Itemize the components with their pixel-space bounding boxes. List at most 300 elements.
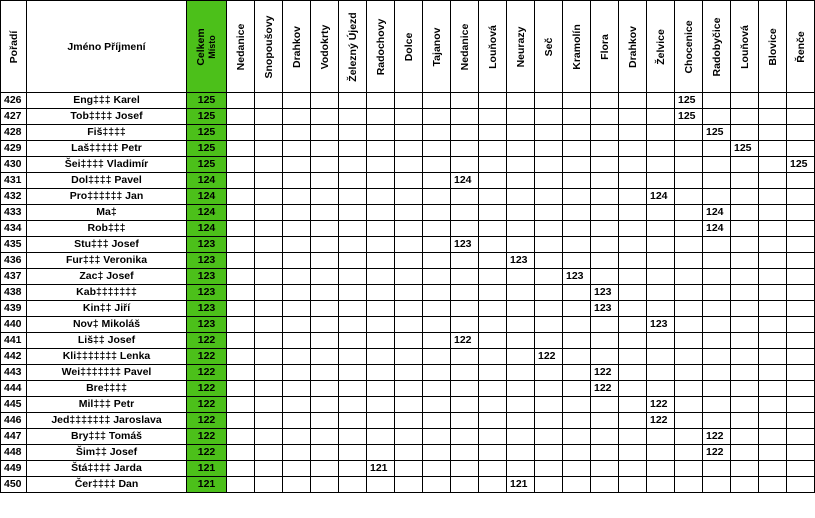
empty-cell	[591, 429, 619, 445]
header-rank-label: Pořadí	[7, 30, 20, 63]
rank-cell: 435	[1, 237, 27, 253]
empty-cell	[479, 173, 507, 189]
empty-cell	[731, 445, 759, 461]
empty-cell	[283, 381, 311, 397]
empty-cell	[367, 397, 395, 413]
empty-cell	[507, 333, 535, 349]
total-cell: 123	[187, 285, 227, 301]
empty-cell	[647, 301, 675, 317]
empty-cell	[423, 125, 451, 141]
header-celkem: Celkem	[194, 27, 207, 66]
empty-cell	[647, 141, 675, 157]
empty-cell	[731, 461, 759, 477]
empty-cell	[647, 445, 675, 461]
empty-cell	[619, 221, 647, 237]
empty-cell	[507, 413, 535, 429]
empty-cell	[451, 285, 479, 301]
empty-cell	[507, 269, 535, 285]
empty-cell	[647, 125, 675, 141]
empty-cell	[591, 205, 619, 221]
empty-cell	[647, 269, 675, 285]
table-row	[1, 365, 815, 381]
empty-cell	[395, 205, 423, 221]
name-cell: Laš‡‡‡‡‡ Petr	[27, 141, 187, 157]
empty-cell	[563, 317, 591, 333]
empty-cell	[619, 285, 647, 301]
empty-cell	[255, 173, 283, 189]
score-cell: 122	[451, 333, 479, 349]
empty-cell	[591, 189, 619, 205]
empty-cell	[675, 205, 703, 221]
name-cell: Wei‡‡‡‡‡‡‡ Pavel	[27, 365, 187, 381]
empty-cell	[563, 285, 591, 301]
empty-cell	[367, 413, 395, 429]
empty-cell	[563, 477, 591, 493]
empty-cell	[451, 157, 479, 173]
empty-cell	[619, 397, 647, 413]
empty-cell	[787, 285, 815, 301]
empty-cell	[283, 189, 311, 205]
empty-cell	[535, 157, 563, 173]
empty-cell	[423, 397, 451, 413]
header-venue-label: Seč	[542, 37, 555, 56]
rank-cell: 439	[1, 301, 27, 317]
empty-cell	[535, 333, 563, 349]
header-venue-label: Radochovy	[374, 18, 387, 75]
empty-cell	[227, 477, 255, 493]
empty-cell	[619, 445, 647, 461]
empty-cell	[339, 397, 367, 413]
empty-cell	[563, 157, 591, 173]
empty-cell	[731, 237, 759, 253]
empty-cell	[311, 205, 339, 221]
table-row	[1, 397, 815, 413]
empty-cell	[423, 205, 451, 221]
empty-cell	[619, 157, 647, 173]
empty-cell	[339, 141, 367, 157]
empty-cell	[703, 365, 731, 381]
header-venue	[759, 1, 787, 93]
table-body	[1, 93, 815, 493]
empty-cell	[451, 205, 479, 221]
empty-cell	[591, 477, 619, 493]
empty-cell	[535, 173, 563, 189]
empty-cell	[535, 285, 563, 301]
empty-cell	[339, 285, 367, 301]
empty-cell	[731, 253, 759, 269]
empty-cell	[703, 253, 731, 269]
empty-cell	[423, 285, 451, 301]
empty-cell	[451, 397, 479, 413]
total-cell: 122	[187, 365, 227, 381]
empty-cell	[451, 381, 479, 397]
score-cell: 124	[703, 205, 731, 221]
empty-cell	[255, 413, 283, 429]
empty-cell	[563, 125, 591, 141]
score-cell: 123	[647, 317, 675, 333]
empty-cell	[283, 173, 311, 189]
empty-cell	[227, 301, 255, 317]
empty-cell	[647, 93, 675, 109]
empty-cell	[367, 253, 395, 269]
name-cell: Šei‡‡‡‡ Vladimír	[27, 157, 187, 173]
total-cell: 122	[187, 397, 227, 413]
empty-cell	[619, 269, 647, 285]
empty-cell	[563, 141, 591, 157]
empty-cell	[227, 269, 255, 285]
rank-cell: 436	[1, 253, 27, 269]
empty-cell	[367, 333, 395, 349]
empty-cell	[535, 221, 563, 237]
empty-cell	[227, 253, 255, 269]
empty-cell	[339, 461, 367, 477]
score-cell: 123	[563, 269, 591, 285]
empty-cell	[703, 157, 731, 173]
empty-cell	[227, 317, 255, 333]
empty-cell	[703, 237, 731, 253]
empty-cell	[255, 93, 283, 109]
empty-cell	[675, 429, 703, 445]
empty-cell	[395, 173, 423, 189]
name-cell: Čer‡‡‡‡ Dan	[27, 477, 187, 493]
empty-cell	[759, 189, 787, 205]
empty-cell	[759, 445, 787, 461]
empty-cell	[759, 157, 787, 173]
empty-cell	[227, 365, 255, 381]
empty-cell	[227, 413, 255, 429]
empty-cell	[255, 109, 283, 125]
empty-cell	[647, 173, 675, 189]
table-row	[1, 429, 815, 445]
total-cell: 125	[187, 141, 227, 157]
empty-cell	[451, 109, 479, 125]
name-cell: Mil‡‡‡ Petr	[27, 397, 187, 413]
empty-cell	[451, 253, 479, 269]
empty-cell	[311, 93, 339, 109]
empty-cell	[227, 125, 255, 141]
empty-cell	[479, 445, 507, 461]
empty-cell	[759, 429, 787, 445]
header-venue-label: Železný Újezd	[346, 11, 359, 82]
empty-cell	[339, 317, 367, 333]
empty-cell	[619, 253, 647, 269]
empty-cell	[395, 381, 423, 397]
table-row	[1, 477, 815, 493]
empty-cell	[703, 477, 731, 493]
empty-cell	[563, 109, 591, 125]
empty-cell	[227, 285, 255, 301]
empty-cell	[759, 349, 787, 365]
total-cell: 124	[187, 221, 227, 237]
empty-cell	[283, 269, 311, 285]
empty-cell	[423, 301, 451, 317]
empty-cell	[591, 317, 619, 333]
empty-cell	[255, 285, 283, 301]
empty-cell	[479, 125, 507, 141]
empty-cell	[255, 125, 283, 141]
empty-cell	[787, 317, 815, 333]
empty-cell	[367, 317, 395, 333]
empty-cell	[619, 317, 647, 333]
empty-cell	[619, 93, 647, 109]
empty-cell	[255, 365, 283, 381]
empty-cell	[311, 173, 339, 189]
empty-cell	[311, 253, 339, 269]
empty-cell	[255, 461, 283, 477]
empty-cell	[367, 381, 395, 397]
empty-cell	[787, 429, 815, 445]
name-cell: Nov‡ Mikoláš	[27, 317, 187, 333]
empty-cell	[535, 237, 563, 253]
score-cell: 124	[703, 221, 731, 237]
empty-cell	[255, 157, 283, 173]
empty-cell	[423, 221, 451, 237]
header-venue-label: Tajanov	[430, 27, 443, 66]
empty-cell	[227, 205, 255, 221]
empty-cell	[451, 477, 479, 493]
empty-cell	[703, 461, 731, 477]
empty-cell	[731, 301, 759, 317]
empty-cell	[423, 317, 451, 333]
empty-cell	[479, 157, 507, 173]
empty-cell	[675, 285, 703, 301]
name-cell: Šim‡‡ Josef	[27, 445, 187, 461]
empty-cell	[311, 445, 339, 461]
empty-cell	[675, 413, 703, 429]
header-venue	[283, 1, 311, 93]
empty-cell	[759, 237, 787, 253]
header-venue	[395, 1, 423, 93]
empty-cell	[787, 189, 815, 205]
empty-cell	[731, 349, 759, 365]
empty-cell	[339, 413, 367, 429]
table-row	[1, 221, 815, 237]
empty-cell	[591, 93, 619, 109]
name-cell: Dol‡‡‡‡ Pavel	[27, 173, 187, 189]
empty-cell	[395, 445, 423, 461]
empty-cell	[703, 317, 731, 333]
table-row	[1, 333, 815, 349]
empty-cell	[731, 205, 759, 221]
table-row	[1, 93, 815, 109]
header-venue	[451, 1, 479, 93]
empty-cell	[283, 349, 311, 365]
header-venue-label: Dolce	[402, 32, 415, 61]
empty-cell	[283, 125, 311, 141]
rank-cell: 429	[1, 141, 27, 157]
empty-cell	[759, 301, 787, 317]
header-venue-label: Drahkov	[290, 25, 303, 68]
total-cell: 123	[187, 317, 227, 333]
empty-cell	[423, 189, 451, 205]
empty-cell	[339, 429, 367, 445]
empty-cell	[703, 141, 731, 157]
score-cell: 123	[451, 237, 479, 253]
empty-cell	[703, 109, 731, 125]
empty-cell	[339, 333, 367, 349]
empty-cell	[703, 93, 731, 109]
empty-cell	[591, 237, 619, 253]
empty-cell	[619, 237, 647, 253]
table-row	[1, 189, 815, 205]
empty-cell	[535, 413, 563, 429]
score-cell: 121	[507, 477, 535, 493]
empty-cell	[591, 157, 619, 173]
empty-cell	[787, 237, 815, 253]
header-venue	[731, 1, 759, 93]
empty-cell	[395, 237, 423, 253]
score-cell: 125	[731, 141, 759, 157]
total-cell: 125	[187, 125, 227, 141]
header-venue-label: Nedanice	[234, 23, 247, 70]
empty-cell	[311, 109, 339, 125]
empty-cell	[395, 429, 423, 445]
empty-cell	[311, 157, 339, 173]
empty-cell	[675, 333, 703, 349]
empty-cell	[339, 93, 367, 109]
header-venue-label: Chocenice	[682, 19, 695, 74]
empty-cell	[787, 205, 815, 221]
total-cell: 123	[187, 253, 227, 269]
empty-cell	[759, 381, 787, 397]
empty-cell	[255, 445, 283, 461]
empty-cell	[675, 445, 703, 461]
empty-cell	[479, 381, 507, 397]
header-venue	[339, 1, 367, 93]
total-cell: 122	[187, 445, 227, 461]
header-venue-label: Louňová	[738, 24, 751, 69]
rank-cell: 448	[1, 445, 27, 461]
empty-cell	[731, 125, 759, 141]
empty-cell	[507, 429, 535, 445]
header-venue	[227, 1, 255, 93]
empty-cell	[395, 189, 423, 205]
empty-cell	[479, 301, 507, 317]
empty-cell	[507, 141, 535, 157]
total-cell: 125	[187, 109, 227, 125]
rank-cell: 449	[1, 461, 27, 477]
empty-cell	[479, 189, 507, 205]
empty-cell	[675, 221, 703, 237]
empty-cell	[731, 317, 759, 333]
total-cell: 123	[187, 237, 227, 253]
rank-cell: 450	[1, 477, 27, 493]
empty-cell	[591, 333, 619, 349]
empty-cell	[339, 237, 367, 253]
name-cell: Ma‡	[27, 205, 187, 221]
empty-cell	[787, 349, 815, 365]
empty-cell	[619, 365, 647, 381]
empty-cell	[423, 445, 451, 461]
empty-cell	[311, 333, 339, 349]
rank-cell: 428	[1, 125, 27, 141]
empty-cell	[675, 397, 703, 413]
empty-cell	[759, 317, 787, 333]
table-row	[1, 317, 815, 333]
empty-cell	[227, 349, 255, 365]
empty-cell	[507, 445, 535, 461]
empty-cell	[339, 109, 367, 125]
empty-cell	[311, 317, 339, 333]
empty-cell	[283, 461, 311, 477]
header-venue-label: Blovice	[766, 27, 779, 66]
rank-cell: 446	[1, 413, 27, 429]
empty-cell	[283, 253, 311, 269]
empty-cell	[311, 301, 339, 317]
empty-cell	[227, 189, 255, 205]
empty-cell	[731, 477, 759, 493]
empty-cell	[227, 461, 255, 477]
rank-cell: 447	[1, 429, 27, 445]
empty-cell	[591, 461, 619, 477]
empty-cell	[367, 269, 395, 285]
table-row	[1, 445, 815, 461]
header-venue-label: Řenče	[794, 30, 807, 63]
empty-cell	[787, 253, 815, 269]
empty-cell	[423, 109, 451, 125]
empty-cell	[619, 301, 647, 317]
empty-cell	[423, 141, 451, 157]
score-cell: 122	[591, 365, 619, 381]
table-row	[1, 349, 815, 365]
empty-cell	[591, 109, 619, 125]
empty-cell	[759, 93, 787, 109]
rank-cell: 430	[1, 157, 27, 173]
empty-cell	[283, 237, 311, 253]
empty-cell	[619, 429, 647, 445]
name-cell: Bry‡‡‡ Tomáš	[27, 429, 187, 445]
empty-cell	[479, 237, 507, 253]
empty-cell	[759, 413, 787, 429]
name-cell: Eng‡‡‡ Karel	[27, 93, 187, 109]
empty-cell	[731, 333, 759, 349]
empty-cell	[787, 141, 815, 157]
empty-cell	[647, 349, 675, 365]
empty-cell	[479, 141, 507, 157]
empty-cell	[339, 269, 367, 285]
empty-cell	[507, 205, 535, 221]
empty-cell	[507, 125, 535, 141]
empty-cell	[451, 269, 479, 285]
empty-cell	[227, 237, 255, 253]
empty-cell	[227, 445, 255, 461]
empty-cell	[423, 349, 451, 365]
empty-cell	[759, 333, 787, 349]
empty-cell	[563, 189, 591, 205]
empty-cell	[591, 349, 619, 365]
empty-cell	[367, 445, 395, 461]
empty-cell	[255, 333, 283, 349]
name-cell: Fiš‡‡‡‡	[27, 125, 187, 141]
empty-cell	[479, 333, 507, 349]
table-row	[1, 413, 815, 429]
empty-cell	[535, 365, 563, 381]
empty-cell	[507, 317, 535, 333]
empty-cell	[759, 205, 787, 221]
header-venue-label: Snopoušovy	[262, 14, 275, 79]
empty-cell	[787, 461, 815, 477]
name-cell: Zac‡ Josef	[27, 269, 187, 285]
total-cell: 123	[187, 269, 227, 285]
empty-cell	[395, 125, 423, 141]
empty-cell	[423, 381, 451, 397]
empty-cell	[703, 285, 731, 301]
header-venue	[311, 1, 339, 93]
empty-cell	[507, 381, 535, 397]
empty-cell	[339, 221, 367, 237]
empty-cell	[395, 141, 423, 157]
total-cell: 124	[187, 205, 227, 221]
